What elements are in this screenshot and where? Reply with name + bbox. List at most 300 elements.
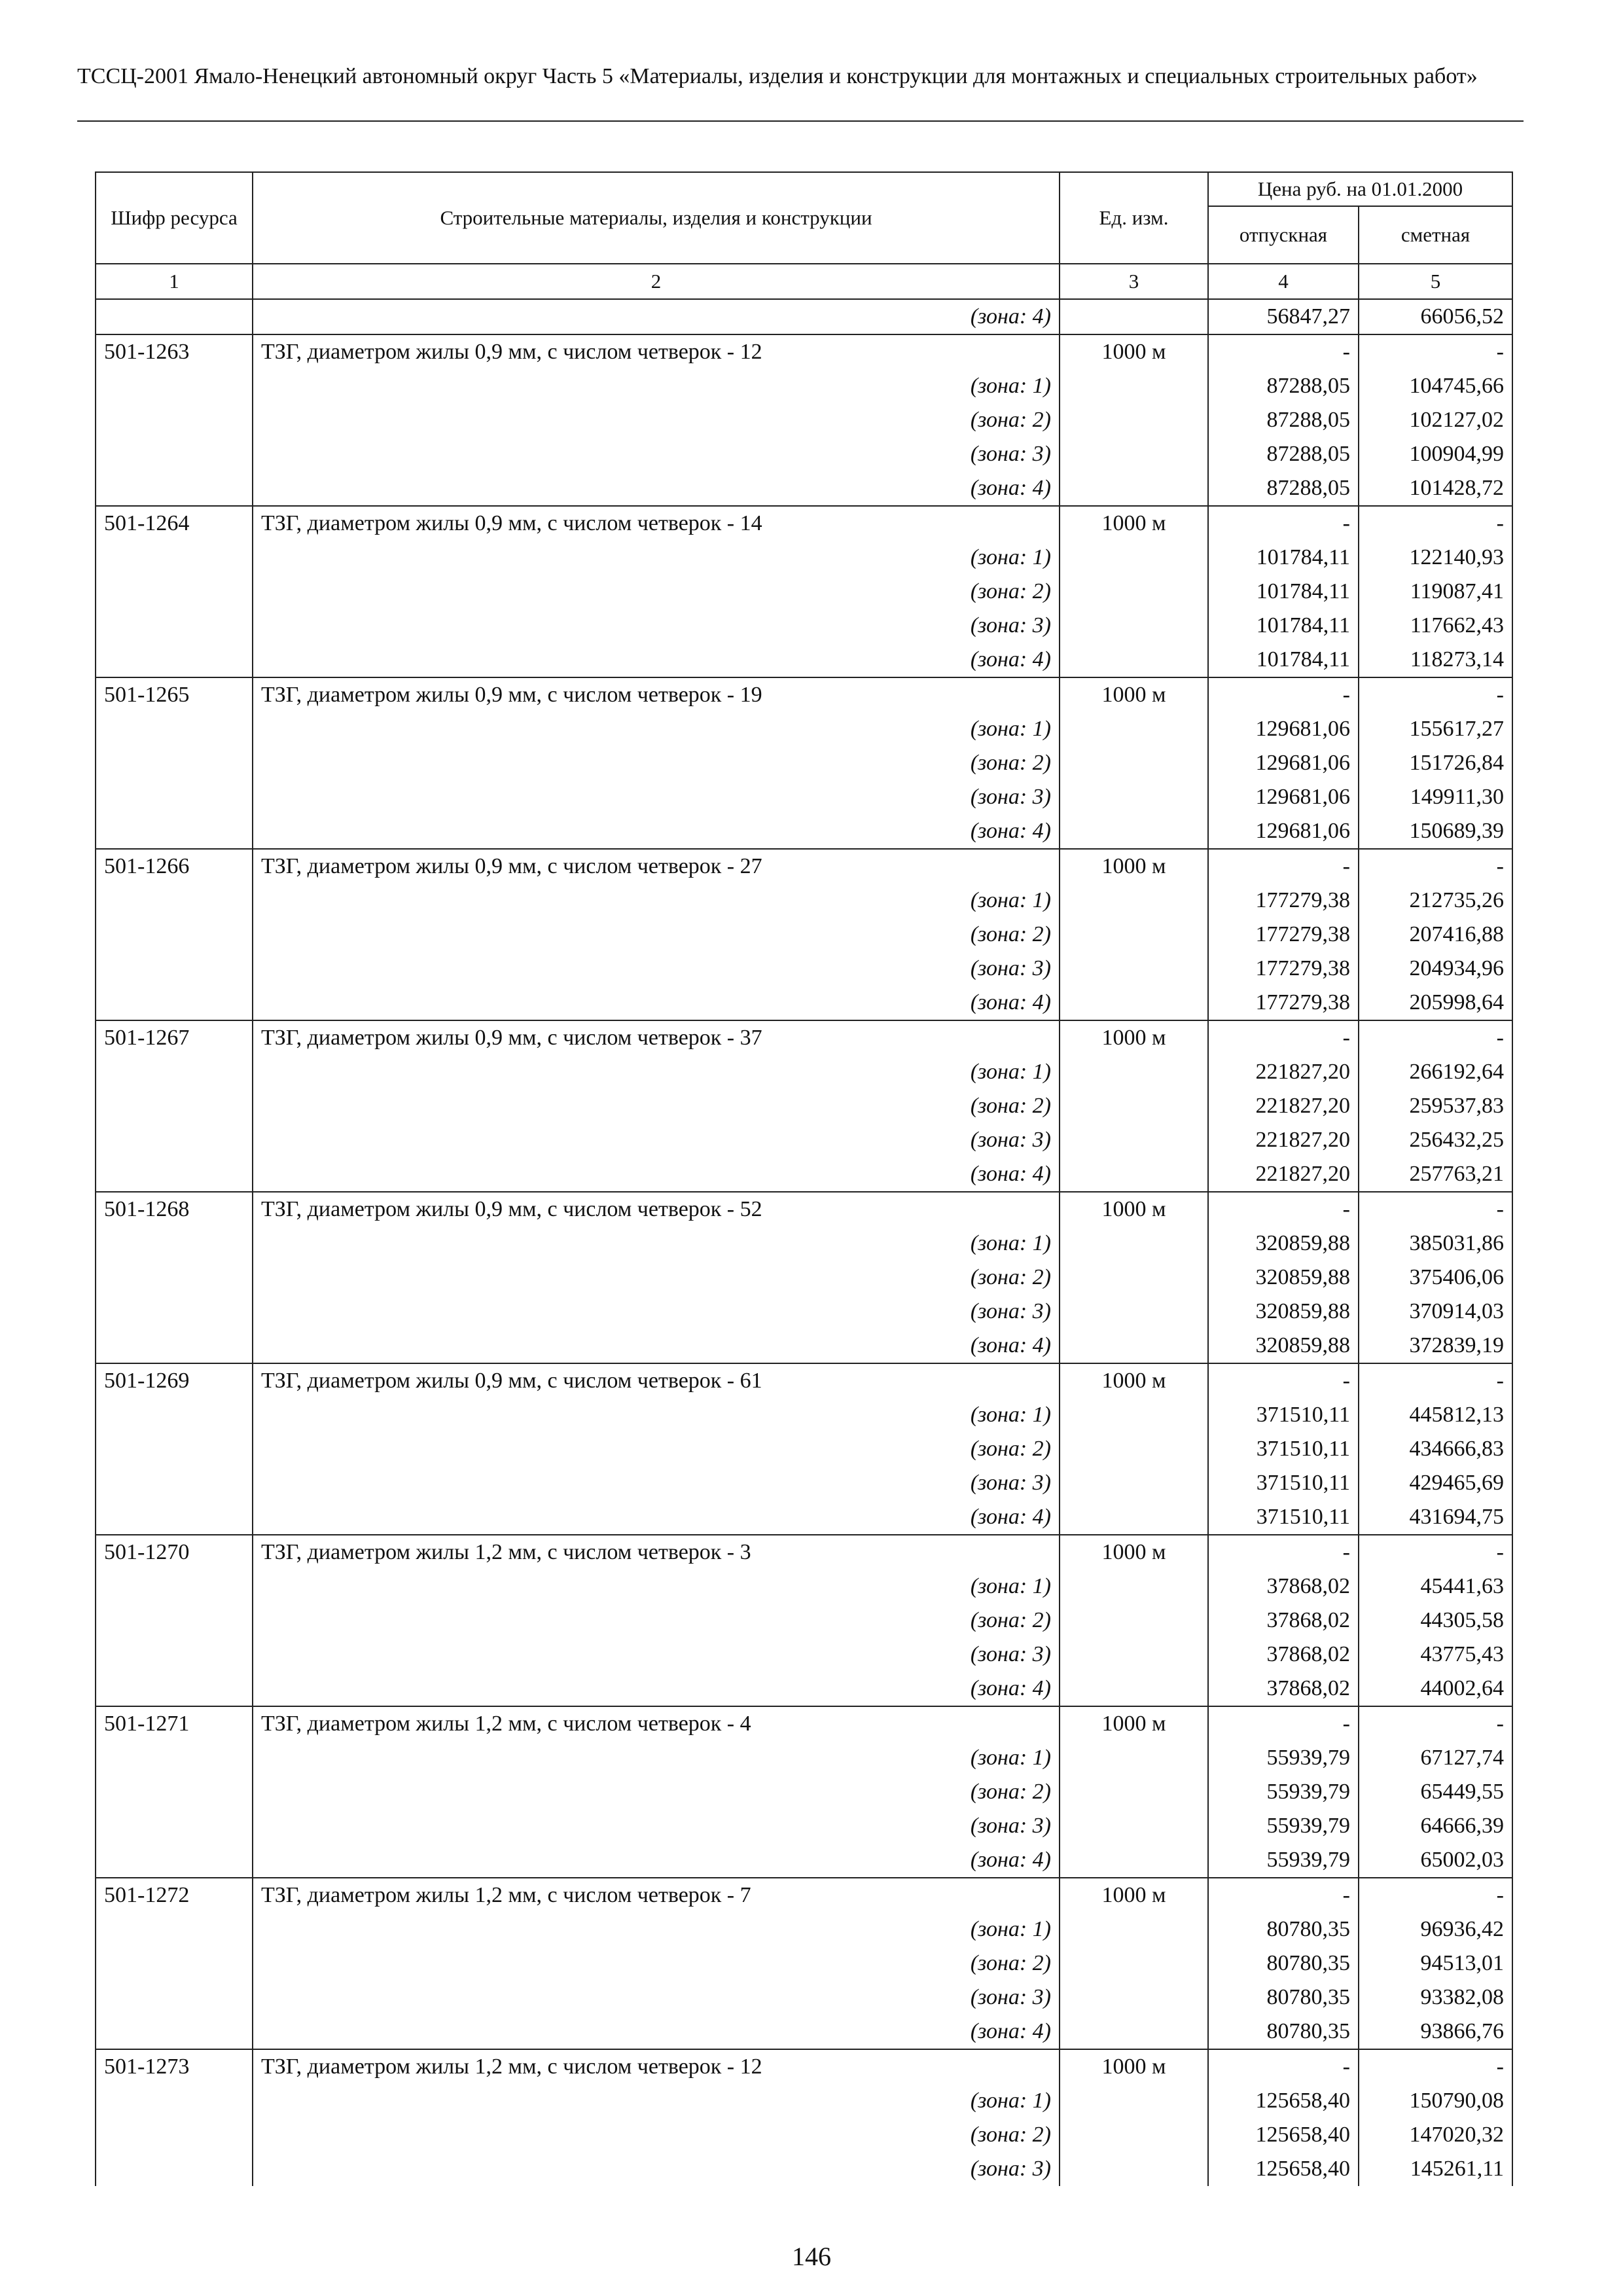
unit-cell [1060, 437, 1208, 471]
release-price-cell: 125658,40 [1208, 2152, 1359, 2186]
unit-cell [1060, 403, 1208, 437]
zone-label-cell: (зона: 4) [253, 2015, 1060, 2049]
release-price-cell: 320859,88 [1208, 1261, 1359, 1295]
resource-code-cell [96, 541, 253, 575]
unit-cell [1060, 2084, 1208, 2118]
resource-code-cell [96, 712, 253, 746]
estimate-price-cell: - [1359, 849, 1512, 884]
resource-code-cell [96, 1295, 253, 1329]
release-price-cell: - [1208, 1363, 1359, 1398]
release-price-cell: 80780,35 [1208, 2015, 1359, 2049]
release-price-cell: 177279,38 [1208, 986, 1359, 1020]
unit-cell [1060, 1981, 1208, 2015]
zone-label-cell: (зона: 1) [253, 884, 1060, 918]
resource-code-cell [96, 1912, 253, 1946]
release-price-cell: 80780,35 [1208, 1912, 1359, 1946]
unit-cell [1060, 1638, 1208, 1672]
estimate-price-cell: 96936,42 [1359, 1912, 1512, 1946]
zone-label-cell: (зона: 3) [253, 609, 1060, 643]
unit-cell [1060, 884, 1208, 918]
material-name-cell: ТЗГ, диаметром жилы 0,9 мм, с числом четверок - 12 [253, 334, 1060, 369]
release-price-cell: 87288,05 [1208, 403, 1359, 437]
zone-label-cell: (зона: 2) [253, 1089, 1060, 1123]
zone-label-cell: (зона: 3) [253, 1638, 1060, 1672]
unit-cell [1060, 2118, 1208, 2152]
release-price-cell: 55939,79 [1208, 1843, 1359, 1878]
item-row [96, 506, 1512, 541]
resource-code-cell [96, 299, 253, 334]
zone-row [96, 369, 1512, 403]
item-row [96, 334, 1512, 369]
unit-cell [1060, 471, 1208, 506]
zone-label-cell: (зона: 4) [253, 1157, 1060, 1192]
zone-row [96, 609, 1512, 643]
release-price-cell: 55939,79 [1208, 1809, 1359, 1843]
release-price-cell: 37868,02 [1208, 1672, 1359, 1706]
release-price-cell: - [1208, 2049, 1359, 2084]
resource-code-cell [96, 1089, 253, 1123]
estimate-price-cell: 43775,43 [1359, 1638, 1512, 1672]
estimate-price-cell: 44305,58 [1359, 1604, 1512, 1638]
unit-cell [1060, 609, 1208, 643]
zone-label-cell: (зона: 3) [253, 952, 1060, 986]
resource-code-cell [96, 369, 253, 403]
estimate-price-cell: 434666,83 [1359, 1432, 1512, 1466]
estimate-price-cell: 207416,88 [1359, 918, 1512, 952]
resource-code-cell [96, 403, 253, 437]
resource-code-cell [96, 2015, 253, 2049]
resource-code-cell: 501-1263 [96, 334, 253, 369]
estimate-price-cell: 101428,72 [1359, 471, 1512, 506]
unit-cell [1060, 643, 1208, 677]
zone-label-cell: (зона: 2) [253, 1261, 1060, 1295]
release-price-cell: 37868,02 [1208, 1638, 1359, 1672]
estimate-price-cell: 147020,32 [1359, 2118, 1512, 2152]
resource-code-cell: 501-1267 [96, 1020, 253, 1055]
release-price-cell: - [1208, 1192, 1359, 1227]
zone-row [96, 712, 1512, 746]
resource-code-cell [96, 1398, 253, 1432]
zone-label-cell: (зона: 2) [253, 1604, 1060, 1638]
resource-code-cell [96, 2084, 253, 2118]
table-body [96, 299, 1512, 2186]
unit-cell [1060, 1809, 1208, 1843]
column-number: 3 [1060, 264, 1208, 299]
release-price-cell: 177279,38 [1208, 918, 1359, 952]
unit-cell: 1000 м [1060, 1706, 1208, 1741]
resource-code-cell: 501-1264 [96, 506, 253, 541]
release-price-cell: - [1208, 1878, 1359, 1912]
resource-code-cell [96, 1741, 253, 1775]
estimate-price-cell: 117662,43 [1359, 609, 1512, 643]
zone-label-cell: (зона: 3) [253, 1809, 1060, 1843]
release-price-cell: 101784,11 [1208, 575, 1359, 609]
zone-label-cell: (зона: 3) [253, 1981, 1060, 2015]
unit-cell [1060, 712, 1208, 746]
zone-label-cell: (зона: 1) [253, 1912, 1060, 1946]
unit-cell [1060, 986, 1208, 1020]
estimate-price-cell: 118273,14 [1359, 643, 1512, 677]
zone-label-cell: (зона: 2) [253, 575, 1060, 609]
zone-row [96, 2152, 1512, 2186]
zone-label-cell: (зона: 2) [253, 1775, 1060, 1809]
zone-row [96, 1672, 1512, 1706]
zone-row [96, 541, 1512, 575]
resource-code-cell [96, 780, 253, 814]
column-number: 5 [1359, 264, 1512, 299]
zone-row [96, 1843, 1512, 1878]
release-price-cell: 371510,11 [1208, 1466, 1359, 1500]
material-name-cell: ТЗГ, диаметром жилы 1,2 мм, с числом четверок - 7 [253, 1878, 1060, 1912]
unit-cell [1060, 1500, 1208, 1535]
item-row [96, 677, 1512, 712]
release-price-cell: 56847,27 [1208, 299, 1359, 334]
release-price-cell: 371510,11 [1208, 1432, 1359, 1466]
estimate-price-cell: 93382,08 [1359, 1981, 1512, 2015]
estimate-price-cell: 119087,41 [1359, 575, 1512, 609]
zone-label-cell: (зона: 1) [253, 1398, 1060, 1432]
zone-row [96, 814, 1512, 849]
estimate-price-cell: - [1359, 1020, 1512, 1055]
page-number: 146 [792, 2242, 831, 2271]
zone-row [96, 2118, 1512, 2152]
zone-row [96, 1638, 1512, 1672]
material-name-cell: ТЗГ, диаметром жилы 0,9 мм, с числом четверок - 19 [253, 677, 1060, 712]
unit-cell [1060, 1398, 1208, 1432]
zone-label-cell: (зона: 4) [253, 814, 1060, 849]
estimate-price-cell: 94513,01 [1359, 1946, 1512, 1981]
estimate-price-cell: 445812,13 [1359, 1398, 1512, 1432]
release-price-cell: 320859,88 [1208, 1295, 1359, 1329]
release-price-cell: 101784,11 [1208, 541, 1359, 575]
zone-label-cell: (зона: 4) [253, 299, 1060, 334]
unit-cell [1060, 1775, 1208, 1809]
estimate-price-cell: 102127,02 [1359, 403, 1512, 437]
release-price-cell: 129681,06 [1208, 780, 1359, 814]
estimate-price-cell: 151726,84 [1359, 746, 1512, 780]
zone-row [96, 1329, 1512, 1363]
unit-cell [1060, 1295, 1208, 1329]
zone-label-cell: (зона: 1) [253, 1227, 1060, 1261]
zone-label-cell: (зона: 4) [253, 1843, 1060, 1878]
price-table [95, 171, 1513, 2186]
release-price-cell: - [1208, 1020, 1359, 1055]
estimate-price-cell: - [1359, 677, 1512, 712]
resource-code-cell [96, 471, 253, 506]
resource-code-cell: 501-1272 [96, 1878, 253, 1912]
material-name-cell: ТЗГ, диаметром жилы 0,9 мм, с числом четверок - 37 [253, 1020, 1060, 1055]
estimate-price-cell: - [1359, 2049, 1512, 2084]
item-row [96, 1192, 1512, 1227]
zone-label-cell: (зона: 3) [253, 1295, 1060, 1329]
resource-code-cell: 501-1265 [96, 677, 253, 712]
release-price-cell: 125658,40 [1208, 2118, 1359, 2152]
unit-cell [1060, 746, 1208, 780]
estimate-price-cell: 429465,69 [1359, 1466, 1512, 1500]
resource-code-cell [96, 643, 253, 677]
release-price-cell: 37868,02 [1208, 1570, 1359, 1604]
release-price-cell: 80780,35 [1208, 1981, 1359, 2015]
zone-row [96, 1227, 1512, 1261]
estimate-price-cell: 370914,03 [1359, 1295, 1512, 1329]
estimate-price-cell: - [1359, 1878, 1512, 1912]
zone-row [96, 299, 1512, 334]
zone-row [96, 1295, 1512, 1329]
zone-row [96, 1604, 1512, 1638]
unit-cell [1060, 369, 1208, 403]
estimate-price-cell: - [1359, 1535, 1512, 1570]
unit-cell [1060, 1432, 1208, 1466]
header-unit: Ед. изм. [1060, 172, 1208, 264]
header-name: Строительные материалы, изделия и конструкции [253, 172, 1060, 264]
zone-row [96, 1123, 1512, 1157]
estimate-price-cell: 45441,63 [1359, 1570, 1512, 1604]
column-number: 2 [253, 264, 1060, 299]
zone-row [96, 1946, 1512, 1981]
resource-code-cell [96, 814, 253, 849]
zone-row [96, 575, 1512, 609]
release-price-cell: 221827,20 [1208, 1123, 1359, 1157]
release-price-cell: 177279,38 [1208, 884, 1359, 918]
release-price-cell: 87288,05 [1208, 471, 1359, 506]
zone-row [96, 1261, 1512, 1295]
zone-row [96, 471, 1512, 506]
header-divider [77, 120, 1524, 122]
resource-code-cell [96, 1570, 253, 1604]
material-name-cell: ТЗГ, диаметром жилы 0,9 мм, с числом четверок - 14 [253, 506, 1060, 541]
release-price-cell: 80780,35 [1208, 1946, 1359, 1981]
unit-cell: 1000 м [1060, 849, 1208, 884]
estimate-price-cell: - [1359, 1192, 1512, 1227]
estimate-price-cell: 266192,64 [1359, 1055, 1512, 1089]
estimate-price-cell: 385031,86 [1359, 1227, 1512, 1261]
zone-row [96, 1570, 1512, 1604]
estimate-price-cell: - [1359, 1363, 1512, 1398]
unit-cell [1060, 1604, 1208, 1638]
zone-row [96, 1089, 1512, 1123]
unit-cell [1060, 1843, 1208, 1878]
release-price-cell: 221827,20 [1208, 1055, 1359, 1089]
zone-row [96, 746, 1512, 780]
document-header: ТССЦ-2001 Ямало-Ненецкий автономный округ Часть 5 «Материалы, изделия и конструкции для монтажных и специальных строительных работ» [77, 64, 1478, 88]
resource-code-cell [96, 1500, 253, 1535]
resource-code-cell [96, 1432, 253, 1466]
unit-cell [1060, 541, 1208, 575]
zone-row [96, 1398, 1512, 1432]
estimate-price-cell: 104745,66 [1359, 369, 1512, 403]
unit-cell: 1000 м [1060, 1363, 1208, 1398]
resource-code-cell [96, 1123, 253, 1157]
unit-cell [1060, 952, 1208, 986]
resource-code-cell [96, 884, 253, 918]
zone-label-cell: (зона: 3) [253, 1123, 1060, 1157]
item-row [96, 1706, 1512, 1741]
unit-cell: 1000 м [1060, 677, 1208, 712]
resource-code-cell: 501-1269 [96, 1363, 253, 1398]
estimate-price-cell: 145261,11 [1359, 2152, 1512, 2186]
unit-cell [1060, 1912, 1208, 1946]
zone-label-cell: (зона: 2) [253, 403, 1060, 437]
zone-row [96, 884, 1512, 918]
unit-cell [1060, 1055, 1208, 1089]
header-release-price: отпускная [1208, 206, 1359, 264]
resource-code-cell [96, 952, 253, 986]
zone-row [96, 1432, 1512, 1466]
zone-row [96, 437, 1512, 471]
zone-row [96, 1809, 1512, 1843]
estimate-price-cell: 44002,64 [1359, 1672, 1512, 1706]
release-price-cell: - [1208, 849, 1359, 884]
zone-label-cell: (зона: 1) [253, 2084, 1060, 2118]
zone-row [96, 1466, 1512, 1500]
zone-label-cell: (зона: 1) [253, 541, 1060, 575]
zone-row [96, 643, 1512, 677]
release-price-cell: 55939,79 [1208, 1741, 1359, 1775]
estimate-price-cell: 100904,99 [1359, 437, 1512, 471]
resource-code-cell [96, 1227, 253, 1261]
resource-code-cell [96, 1261, 253, 1295]
zone-label-cell: (зона: 1) [253, 1570, 1060, 1604]
zone-label-cell: (зона: 2) [253, 1946, 1060, 1981]
estimate-price-cell: - [1359, 334, 1512, 369]
resource-code-cell [96, 1466, 253, 1500]
release-price-cell: 320859,88 [1208, 1227, 1359, 1261]
zone-label-cell: (зона: 2) [253, 1432, 1060, 1466]
release-price-cell: 129681,06 [1208, 814, 1359, 849]
resource-code-cell [96, 1809, 253, 1843]
item-row [96, 1535, 1512, 1570]
column-number: 4 [1208, 264, 1359, 299]
material-name-cell: ТЗГ, диаметром жилы 0,9 мм, с числом четверок - 52 [253, 1192, 1060, 1227]
zone-row [96, 1157, 1512, 1192]
estimate-price-cell: 65449,55 [1359, 1775, 1512, 1809]
resource-code-cell [96, 575, 253, 609]
material-name-cell: ТЗГ, диаметром жилы 0,9 мм, с числом четверок - 61 [253, 1363, 1060, 1398]
estimate-price-cell: 431694,75 [1359, 1500, 1512, 1535]
header-code: Шифр ресурса [96, 172, 253, 264]
release-price-cell: - [1208, 334, 1359, 369]
resource-code-cell: 501-1266 [96, 849, 253, 884]
zone-row [96, 952, 1512, 986]
unit-cell [1060, 814, 1208, 849]
zone-row [96, 1981, 1512, 2015]
estimate-price-cell: 122140,93 [1359, 541, 1512, 575]
unit-cell [1060, 1227, 1208, 1261]
zone-row [96, 1055, 1512, 1089]
release-price-cell: 125658,40 [1208, 2084, 1359, 2118]
estimate-price-cell: 212735,26 [1359, 884, 1512, 918]
estimate-price-cell: 149911,30 [1359, 780, 1512, 814]
zone-label-cell: (зона: 1) [253, 1741, 1060, 1775]
resource-code-cell: 501-1270 [96, 1535, 253, 1570]
resource-code-cell [96, 609, 253, 643]
resource-code-cell [96, 918, 253, 952]
unit-cell: 1000 м [1060, 1192, 1208, 1227]
zone-row [96, 2015, 1512, 2049]
release-price-cell: - [1208, 1535, 1359, 1570]
release-price-cell: 55939,79 [1208, 1775, 1359, 1809]
unit-cell: 1000 м [1060, 1535, 1208, 1570]
resource-code-cell [96, 2152, 253, 2186]
resource-code-cell [96, 1604, 253, 1638]
release-price-cell: - [1208, 506, 1359, 541]
material-name-cell: ТЗГ, диаметром жилы 1,2 мм, с числом четверок - 12 [253, 2049, 1060, 2084]
resource-code-cell [96, 1638, 253, 1672]
item-row [96, 849, 1512, 884]
release-price-cell: 101784,11 [1208, 609, 1359, 643]
estimate-price-cell: 205998,64 [1359, 986, 1512, 1020]
release-price-cell: 371510,11 [1208, 1398, 1359, 1432]
estimate-price-cell: 66056,52 [1359, 299, 1512, 334]
column-number: 1 [96, 264, 253, 299]
zone-label-cell: (зона: 1) [253, 369, 1060, 403]
unit-cell [1060, 1466, 1208, 1500]
material-name-cell: ТЗГ, диаметром жилы 1,2 мм, с числом четверок - 4 [253, 1706, 1060, 1741]
estimate-price-cell: 150689,39 [1359, 814, 1512, 849]
release-price-cell: 129681,06 [1208, 746, 1359, 780]
zone-row [96, 2084, 1512, 2118]
resource-code-cell [96, 437, 253, 471]
release-price-cell: 129681,06 [1208, 712, 1359, 746]
release-price-cell: 87288,05 [1208, 369, 1359, 403]
resource-code-cell [96, 1946, 253, 1981]
zone-label-cell: (зона: 2) [253, 746, 1060, 780]
estimate-price-cell: - [1359, 1706, 1512, 1741]
unit-cell [1060, 1946, 1208, 1981]
estimate-price-cell: 259537,83 [1359, 1089, 1512, 1123]
estimate-price-cell: 375406,06 [1359, 1261, 1512, 1295]
zone-label-cell: (зона: 1) [253, 1055, 1060, 1089]
item-row [96, 1020, 1512, 1055]
release-price-cell: 221827,20 [1208, 1157, 1359, 1192]
zone-label-cell: (зона: 4) [253, 471, 1060, 506]
zone-label-cell: (зона: 4) [253, 1500, 1060, 1535]
zone-label-cell: (зона: 4) [253, 986, 1060, 1020]
unit-cell: 1000 м [1060, 2049, 1208, 2084]
header-price-group: Цена руб. на 01.01.2000 [1208, 172, 1512, 206]
zone-row [96, 1741, 1512, 1775]
estimate-price-cell: 204934,96 [1359, 952, 1512, 986]
resource-code-cell [96, 1843, 253, 1878]
resource-code-cell: 501-1268 [96, 1192, 253, 1227]
unit-cell [1060, 1123, 1208, 1157]
release-price-cell: 37868,02 [1208, 1604, 1359, 1638]
unit-cell [1060, 918, 1208, 952]
release-price-cell: 177279,38 [1208, 952, 1359, 986]
zone-label-cell: (зона: 2) [253, 918, 1060, 952]
zone-label-cell: (зона: 4) [253, 1329, 1060, 1363]
unit-cell [1060, 575, 1208, 609]
zone-row [96, 986, 1512, 1020]
unit-cell [1060, 1672, 1208, 1706]
header-estimate-price: сметная [1359, 206, 1512, 264]
resource-code-cell [96, 1775, 253, 1809]
unit-cell [1060, 299, 1208, 334]
estimate-price-cell: 257763,21 [1359, 1157, 1512, 1192]
estimate-price-cell: 150790,08 [1359, 2084, 1512, 2118]
release-price-cell: 320859,88 [1208, 1329, 1359, 1363]
release-price-cell: 87288,05 [1208, 437, 1359, 471]
release-price-cell: 101784,11 [1208, 643, 1359, 677]
resource-code-cell: 501-1273 [96, 2049, 253, 2084]
unit-cell: 1000 м [1060, 1878, 1208, 1912]
unit-cell [1060, 1261, 1208, 1295]
resource-code-cell [96, 1157, 253, 1192]
item-row [96, 1363, 1512, 1398]
material-name-cell: ТЗГ, диаметром жилы 1,2 мм, с числом четверок - 3 [253, 1535, 1060, 1570]
zone-label-cell: (зона: 4) [253, 643, 1060, 677]
release-price-cell: - [1208, 1706, 1359, 1741]
